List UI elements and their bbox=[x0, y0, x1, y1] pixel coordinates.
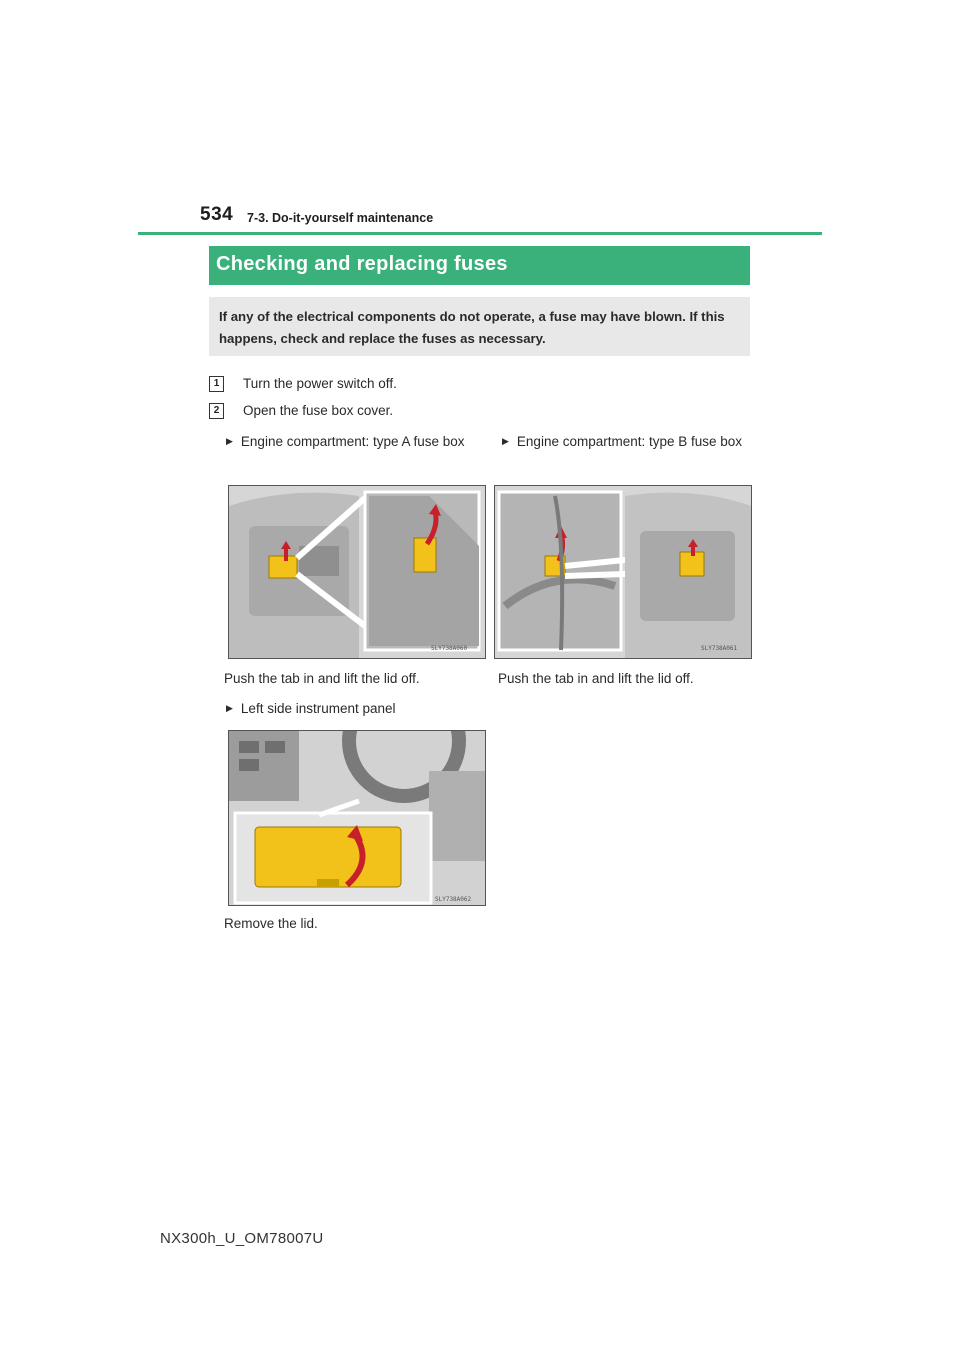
bullet-type-a-label: Engine compartment: type A fuse box bbox=[240, 434, 465, 449]
image-code-c: SLY738A062 bbox=[435, 896, 472, 903]
page-number: 534 bbox=[200, 204, 234, 225]
photo-type-a-fuse-box bbox=[228, 485, 486, 659]
bullet-instrument-panel-label: Left side instrument panel bbox=[240, 701, 396, 716]
triangle-bullet-icon: ▶ bbox=[502, 436, 509, 446]
caption-type-b: Push the tab in and lift the lid off. bbox=[498, 671, 694, 686]
page-title: Checking and replacing fuses bbox=[216, 253, 508, 275]
section-title: 7-3. Do-it-yourself maintenance bbox=[247, 211, 434, 225]
bullet-type-b-label: Engine compartment: type B fuse box bbox=[516, 434, 743, 449]
intro-text: If any of the electrical components do not operate, a fuse may have blown. If this happens, check and replace the fuses as necessary. bbox=[219, 309, 725, 346]
bullet-type-b bbox=[502, 431, 746, 452]
bullet-type-a bbox=[226, 431, 482, 452]
image-code-a: SLY738A060 bbox=[431, 645, 468, 652]
photo-instrument-panel-fuse-box bbox=[228, 730, 486, 906]
step-2-text: Open the fuse box cover. bbox=[243, 403, 394, 418]
bullet-instrument-panel bbox=[226, 698, 396, 719]
header-rule bbox=[138, 232, 822, 235]
step-1-text: Turn the power switch off. bbox=[243, 376, 397, 391]
caption-instrument-panel: Remove the lid. bbox=[224, 916, 318, 931]
triangle-bullet-icon: ▶ bbox=[226, 436, 233, 446]
footer-document-code: NX300h_U_OM78007U bbox=[160, 1230, 324, 1247]
step-2-badge: 2 bbox=[209, 403, 224, 419]
step-1-badge: 1 bbox=[209, 376, 224, 392]
photo-type-b-fuse-box bbox=[494, 485, 752, 659]
image-code-b: SLY738A061 bbox=[701, 645, 738, 652]
caption-type-a: Push the tab in and lift the lid off. bbox=[224, 671, 420, 686]
triangle-bullet-icon: ▶ bbox=[226, 703, 233, 713]
